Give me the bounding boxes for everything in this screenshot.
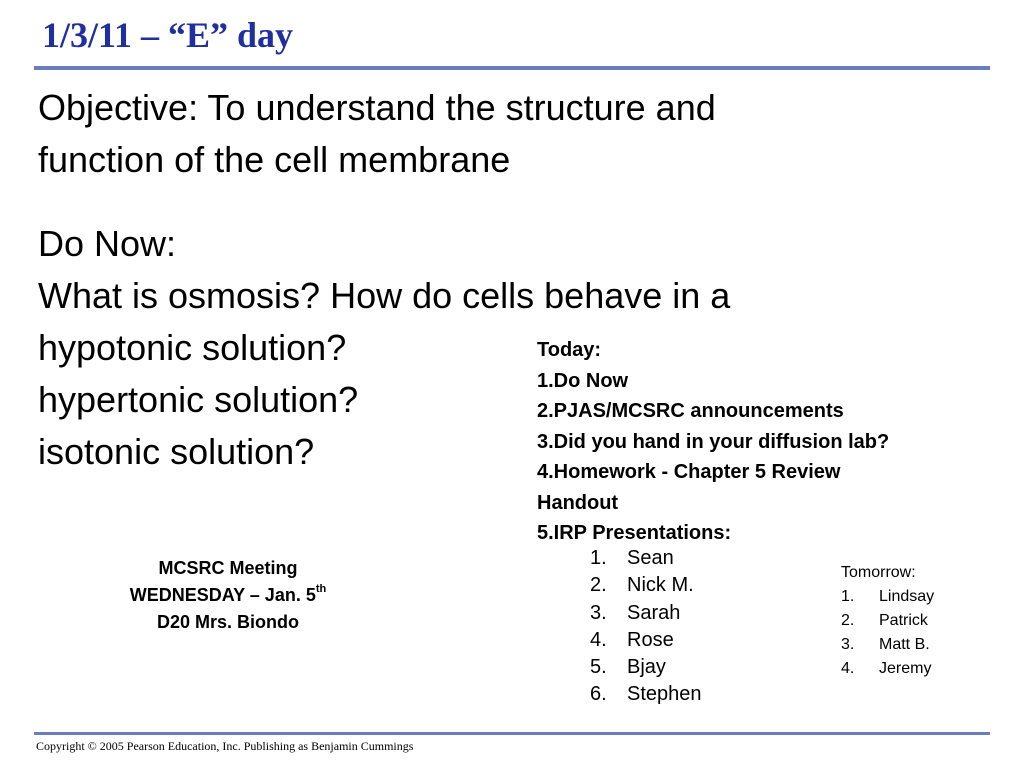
list-number: 3. [841, 636, 855, 653]
list-number: 1. [841, 588, 855, 605]
today-heading: Today: [537, 339, 602, 361]
slide-title: 1/3/11 – “E” day [42, 15, 294, 55]
list-number: 1. [590, 547, 607, 569]
meeting-notice [88, 555, 368, 636]
list-number: 2. [841, 612, 855, 629]
objective-line: function of the cell membrane [38, 139, 511, 180]
list-item [590, 654, 702, 681]
presenter-name: Jeremy [879, 660, 932, 677]
meeting-date-suffix: th [315, 583, 327, 595]
list-item [841, 609, 934, 633]
do-now-line: isotonic solution? [38, 431, 315, 472]
objective-line: Objective: To understand the structure and [38, 87, 716, 128]
presenter-name: Nick M. [627, 574, 694, 597]
list-item [590, 600, 702, 627]
presenter-name: Bjay [627, 656, 666, 679]
meeting-date: WEDNESDAY – Jan. 5 [129, 585, 316, 605]
agenda-item: 2.PJAS/MCSRC announcements [537, 400, 844, 422]
list-number: 5. [590, 656, 607, 679]
list-item [590, 572, 702, 599]
do-now-heading: Do Now: [38, 223, 177, 264]
agenda-item: 4.Homework - Chapter 5 Review [537, 461, 841, 483]
meeting-line [88, 582, 368, 609]
list-number: 3. [590, 601, 607, 624]
meeting-line: MCSRC Meeting [158, 558, 298, 578]
list-number: 4. [841, 660, 855, 677]
list-number: 4. [590, 628, 607, 651]
presenter-name: Stephen [627, 683, 702, 706]
list-item [590, 545, 702, 572]
today-agenda [537, 335, 889, 549]
do-now-line: hypertonic solution? [38, 379, 359, 420]
presenter-name: Lindsay [879, 588, 935, 605]
footer-divider [34, 732, 990, 735]
list-number: 6. [590, 683, 607, 706]
meeting-line: D20 Mrs. Biondo [156, 612, 299, 632]
agenda-item: 5.IRP Presentations: [537, 522, 732, 544]
tomorrow-heading: Tomorrow: [841, 564, 916, 581]
presenter-name: Sarah [627, 601, 681, 624]
presenter-name: Rose [627, 628, 674, 651]
presenter-name: Matt B. [879, 636, 930, 653]
agenda-item: 1.Do Now [537, 369, 629, 392]
list-item [841, 633, 934, 657]
list-item [590, 627, 702, 654]
list-number: 2. [590, 574, 607, 597]
copyright-notice: Copyright © 2005 Pearson Education, Inc. Publishing as Benjamin Cummings [36, 739, 414, 753]
do-now-line: hypotonic solution? [38, 327, 347, 368]
title-divider [34, 66, 990, 70]
objective-block [38, 82, 716, 186]
list-item [841, 657, 934, 681]
list-item [590, 681, 702, 708]
do-now-line: What is osmosis? How do cells behave in a [38, 275, 731, 316]
presenter-name: Patrick [879, 612, 928, 629]
presenter-list [590, 545, 702, 709]
list-item [841, 585, 934, 609]
agenda-item: 3.Did you hand in your diffusion lab? [537, 430, 890, 453]
agenda-item: Handout [537, 491, 619, 514]
presenter-name: Sean [627, 547, 674, 569]
tomorrow-list [841, 561, 934, 681]
